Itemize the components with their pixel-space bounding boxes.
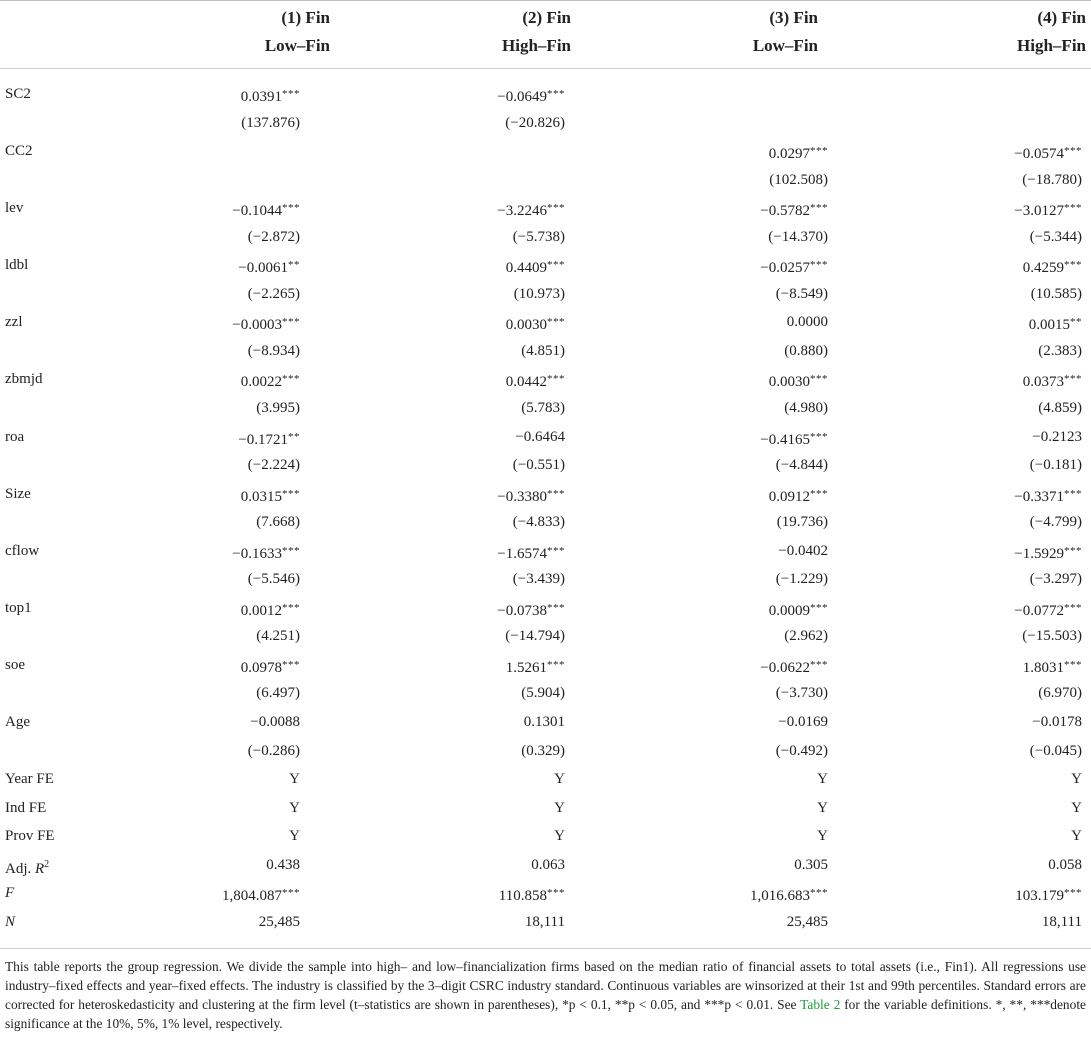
- table-row-tstat: [0, 223, 1091, 252]
- column-header-3: [618, 4, 818, 60]
- table-row-ldbl: [0, 251, 1091, 280]
- table-row-cflow: [0, 537, 1091, 566]
- table-cell: Y: [817, 799, 828, 816]
- table-cell: (7.668): [256, 514, 300, 531]
- table-cell: (2.962): [784, 628, 828, 645]
- table-cell: 0.305: [794, 856, 828, 873]
- table-cell: (−2.872): [247, 228, 300, 245]
- table-cell: 0.0009***: [768, 601, 828, 619]
- regression-table-body: [0, 80, 1091, 936]
- column-header-4: [886, 4, 1086, 60]
- row-label: Adj. $R^2$: [5, 858, 50, 877]
- table-cell: (−0.181): [1029, 457, 1082, 474]
- row-label: ldbl: [5, 257, 29, 274]
- table-cell: (−14.370): [768, 228, 828, 245]
- table-cell: −0.6464: [515, 428, 565, 445]
- table-cell: −0.5782***: [760, 202, 828, 220]
- table-cell: 0.058: [1048, 856, 1082, 873]
- row-label: cflow: [5, 542, 40, 559]
- table-cell: (−0.045): [1029, 742, 1082, 759]
- table-cell: Y: [554, 771, 565, 788]
- table-row-cc2: [0, 137, 1091, 166]
- table-cell: −0.0738***: [497, 601, 565, 619]
- table-cell: 0.0442***: [505, 373, 565, 391]
- table-cell: (−3.730): [775, 685, 828, 702]
- table-cell: 0.0315***: [240, 487, 300, 505]
- table-cell: 0.0978***: [240, 658, 300, 676]
- table-cell: 0.0012***: [240, 601, 300, 619]
- table-cell: −0.0574***: [1014, 145, 1082, 163]
- table-cell: (−8.549): [775, 285, 828, 302]
- table-cell: −0.0649***: [497, 88, 565, 105]
- table-row-lev: [0, 194, 1091, 223]
- table-row-ind-fe: [0, 794, 1091, 823]
- table-row-age: [0, 708, 1091, 737]
- table-cell: (−5.546): [247, 571, 300, 588]
- table-cell: −0.2123: [1032, 428, 1082, 445]
- row-label: zzl: [5, 314, 23, 331]
- table-cell: (−2.265): [247, 285, 300, 302]
- header-rule: [0, 68, 1091, 69]
- table-cell: −0.0003***: [232, 316, 300, 334]
- row-label: SC2: [5, 86, 31, 102]
- table-cell: Y: [1071, 799, 1082, 816]
- table-cell: (−4.833): [512, 514, 565, 531]
- table-cell: 0.0373***: [1022, 373, 1082, 391]
- table-cell: −0.4165***: [760, 430, 828, 448]
- table-cell: (4.859): [1038, 400, 1082, 417]
- table-cell: (−0.286): [247, 742, 300, 759]
- table-cell: −0.0169: [778, 714, 828, 731]
- table-row-soe: [0, 651, 1091, 680]
- table-cell: (2.383): [1038, 342, 1082, 359]
- table-cell: −0.3371***: [1014, 487, 1082, 505]
- table-cell: (−14.794): [505, 628, 565, 645]
- column-header-4-line1: (4) Fin: [1037, 8, 1086, 27]
- table-row-tstat: [0, 622, 1091, 651]
- table-cell: 0.4259***: [1022, 259, 1082, 277]
- table-row-zzl: [0, 308, 1091, 337]
- column-header-1-line2: Low–Fin: [264, 36, 330, 55]
- table-cell: 0.063: [531, 856, 565, 873]
- table-cell: (−3.297): [1029, 571, 1082, 588]
- table-cell: −3.2246***: [497, 202, 565, 220]
- row-label: N: [5, 913, 16, 930]
- table-cell: 0.1301: [523, 714, 565, 731]
- table-row-size: [0, 480, 1091, 509]
- table-cell: (10.585): [1030, 285, 1082, 302]
- table-cell: 25,485: [786, 913, 828, 930]
- table-cell: (−2.224): [247, 457, 300, 474]
- table-row-tstat: [0, 565, 1091, 594]
- table-cell: 103.179***: [1015, 887, 1082, 905]
- table-row-zbmjd: [0, 365, 1091, 394]
- table-cell: Y: [817, 771, 828, 788]
- table-cell: (−5.344): [1029, 228, 1082, 245]
- column-header-3-line1: (3) Fin: [769, 8, 818, 27]
- table-cell: (−15.503): [1022, 628, 1082, 645]
- table-cell: (4.980): [784, 400, 828, 417]
- column-header-3-line2: Low–Fin: [752, 36, 818, 55]
- table-row-tstat: [0, 451, 1091, 480]
- table-2-link[interactable]: Table 2: [800, 997, 841, 1012]
- table-cell: −3.0127***: [1014, 202, 1082, 220]
- table-row-sc2: [0, 80, 1091, 109]
- footnote-text-end: for the variable definitions. *, **, ***denote significance at the 10%, 5%, 1% level, respectively.: [5, 997, 1086, 1031]
- column-header-4-line2: High–Fin: [1017, 36, 1086, 55]
- row-label: lev: [5, 200, 24, 217]
- table-cell: 1,804.087***: [222, 887, 300, 905]
- table-row-tstat: [0, 737, 1091, 766]
- table-cell: −0.0088: [250, 714, 300, 731]
- table-cell: 0.0000: [786, 314, 828, 331]
- table-cell: (6.970): [1038, 685, 1082, 702]
- row-label: Size: [5, 485, 31, 502]
- table-cell: (137.876): [241, 114, 300, 131]
- table-row-roa: [0, 423, 1091, 452]
- footnote-text: This table reports the group regression. We divide the sample into high– and low–financialization firms based on the median ratio of financial assets to total assets (i.e., Fin1). All regressions use industry–fixed effects and year–fixed effects. The industry is classified by the 3–digit CSRC industry standard. Continuous variables are winsorized at their 1st and 99th percentiles. Standard errors are corrected for heteroskedasticity and clustering at the firm level (t–statistics are shown in parentheses), *p < 0.1, **p < 0.05, and ***p < 0.01. See: [5, 959, 1086, 1012]
- table-cell: Y: [289, 799, 300, 816]
- column-header-2-line1: (2) Fin: [522, 8, 571, 27]
- row-label: soe: [5, 656, 25, 673]
- table-cell: Y: [554, 799, 565, 816]
- bottom-rule: [0, 948, 1091, 949]
- table-cell: 18,111: [1041, 913, 1082, 930]
- table-row-f: [0, 879, 1091, 908]
- table-cell: (5.783): [521, 400, 565, 417]
- row-label: zbmjd: [5, 371, 43, 388]
- table-cell: 1,016.683***: [750, 887, 828, 905]
- table-cell: (0.880): [784, 342, 828, 359]
- table-cell: −0.0402: [778, 542, 828, 559]
- row-label: CC2: [5, 143, 33, 160]
- table-cell: (−8.934): [247, 342, 300, 359]
- table-cell: 0.0297***: [768, 145, 828, 163]
- table-cell: −0.0622***: [760, 658, 828, 676]
- row-label: top1: [5, 599, 32, 616]
- table-cell: (−5.738): [512, 228, 565, 245]
- table-row-adj-r2: [0, 851, 1091, 880]
- table-row-tstat: [0, 280, 1091, 309]
- table-cell: −1.5929***: [1014, 544, 1082, 562]
- table-cell: Y: [1071, 828, 1082, 845]
- table-cell: (5.904): [521, 685, 565, 702]
- row-label: Year FE: [5, 771, 54, 788]
- table-cell: Y: [289, 828, 300, 845]
- table-cell: (10.973): [513, 285, 565, 302]
- row-label: Prov FE: [5, 828, 55, 845]
- table-cell: (0.329): [521, 742, 565, 759]
- table-cell: Y: [1071, 771, 1082, 788]
- table-row-tstat: [0, 508, 1091, 537]
- table-cell: 25,485: [258, 913, 300, 930]
- table-row-year-fe: [0, 765, 1091, 794]
- table-cell: −0.1721**: [238, 430, 300, 448]
- row-label: Age: [5, 714, 30, 731]
- table-cell: (−0.492): [775, 742, 828, 759]
- table-row-top1: [0, 594, 1091, 623]
- table-row-tstat: [0, 394, 1091, 423]
- table-cell: (−1.229): [775, 571, 828, 588]
- table-cell: 1.5261***: [505, 658, 565, 676]
- table-cell: −1.6574***: [497, 544, 565, 562]
- table-cell: (−4.799): [1029, 514, 1082, 531]
- table-cell: 0.438: [266, 856, 300, 873]
- table-cell: 0.0391***: [240, 88, 300, 105]
- table-cell: (−18.780): [1022, 171, 1082, 188]
- table-cell: (−3.439): [512, 571, 565, 588]
- row-label: roa: [5, 428, 25, 445]
- table-cell: Y: [817, 828, 828, 845]
- table-cell: 0.0022***: [240, 373, 300, 391]
- table-cell: 0.4409***: [505, 259, 565, 277]
- column-header-1-line1: (1) Fin: [281, 8, 330, 27]
- table-row-n: [0, 908, 1091, 937]
- table-cell: Y: [554, 828, 565, 845]
- table-row-tstat: [0, 109, 1091, 138]
- table-cell: 0.0030***: [505, 316, 565, 334]
- column-header-2-line2: High–Fin: [502, 36, 571, 55]
- table-cell: 18,111: [524, 913, 565, 930]
- table-cell: 0.0912***: [768, 487, 828, 505]
- table-cell: −0.1633***: [232, 544, 300, 562]
- column-header-2: [371, 4, 571, 60]
- table-cell: (−20.826): [505, 114, 565, 131]
- table-cell: 110.858***: [498, 887, 565, 905]
- table-cell: (4.851): [521, 342, 565, 359]
- table-cell: −0.0772***: [1014, 601, 1082, 619]
- table-row-prov-fe: [0, 822, 1091, 851]
- table-cell: (3.995): [256, 400, 300, 417]
- table-cell: 1.8031***: [1022, 658, 1082, 676]
- table-cell: −0.1044***: [232, 202, 300, 220]
- table-cell: (102.508): [769, 171, 828, 188]
- table-cell: −0.0061**: [238, 259, 300, 277]
- table-cell: −0.0257***: [760, 259, 828, 277]
- table-cell: −0.0178: [1032, 714, 1082, 731]
- table-cell: (4.251): [256, 628, 300, 645]
- table-cell: 0.0015**: [1028, 316, 1082, 334]
- table-footnote: [5, 957, 1086, 1033]
- table-row-tstat: [0, 166, 1091, 195]
- table-cell: (6.497): [256, 685, 300, 702]
- table-row-tstat: [0, 679, 1091, 708]
- table-cell: −0.3380***: [497, 487, 565, 505]
- table-cell: (19.736): [776, 514, 828, 531]
- top-rule: [0, 0, 1091, 1]
- row-label: F: [5, 885, 15, 902]
- table-cell: (−0.551): [512, 457, 565, 474]
- column-header-1: [130, 4, 330, 60]
- row-label: Ind FE: [5, 799, 47, 816]
- table-cell: Y: [289, 771, 300, 788]
- table-cell: 0.0030***: [768, 373, 828, 391]
- table-cell: (−4.844): [775, 457, 828, 474]
- table-row-tstat: [0, 337, 1091, 366]
